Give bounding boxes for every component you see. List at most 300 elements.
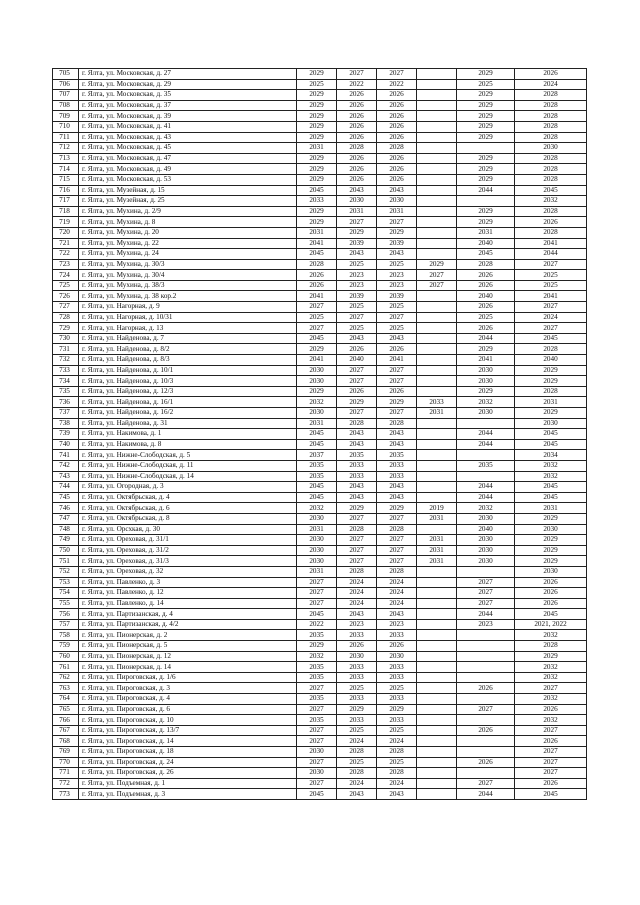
year-cell (457, 747, 515, 758)
row-number: 743 (53, 471, 79, 482)
year-cell: 2033 (337, 715, 377, 726)
row-number: 708 (53, 100, 79, 111)
year-cell (457, 715, 515, 726)
year-cell (417, 778, 457, 789)
year-cell: 2041 (515, 291, 587, 302)
year-cell: 2031 (377, 206, 417, 217)
year-cell: 2043 (377, 333, 417, 344)
table-row (53, 513, 587, 524)
year-cell (417, 524, 457, 535)
year-cell (457, 662, 515, 673)
year-cell: 2028 (337, 768, 377, 779)
year-cell: 2029 (337, 704, 377, 715)
table-row (53, 111, 587, 122)
year-cell: 2027 (515, 259, 587, 270)
table-row (53, 683, 587, 694)
year-cell: 2043 (337, 185, 377, 196)
year-cell (457, 641, 515, 652)
year-cell: 2026 (377, 153, 417, 164)
year-cell: 2024 (377, 577, 417, 588)
year-cell: 2026 (337, 100, 377, 111)
year-cell: 2027 (515, 725, 587, 736)
year-cell: 2027 (337, 545, 377, 556)
year-cell: 2027 (377, 513, 417, 524)
address-cell: г. Ялта, ул. Ореховая, д. 31/1 (79, 535, 297, 546)
address-cell: г. Ялта, ул. Пироговская, д. 4 (79, 694, 297, 705)
year-cell: 2040 (337, 355, 377, 366)
table-row (53, 694, 587, 705)
year-cell (457, 651, 515, 662)
year-cell: 2031 (297, 227, 337, 238)
year-cell: 2045 (297, 429, 337, 440)
year-cell: 2026 (297, 270, 337, 281)
row-number: 769 (53, 747, 79, 758)
year-cell: 2027 (377, 408, 417, 419)
year-cell: 2031 (417, 545, 457, 556)
year-cell: 2032 (515, 694, 587, 705)
year-cell: 2033 (377, 460, 417, 471)
year-cell: 2027 (515, 747, 587, 758)
year-cell: 2025 (457, 312, 515, 323)
year-cell: 2045 (297, 439, 337, 450)
year-cell: 2028 (515, 174, 587, 185)
year-cell: 2033 (377, 471, 417, 482)
year-cell (417, 492, 457, 503)
table-row (53, 164, 587, 175)
address-cell: г. Ялта, ул. Мухина, д. 2/9 (79, 206, 297, 217)
year-cell: 2025 (297, 312, 337, 323)
year-cell: 2030 (377, 196, 417, 207)
row-number: 732 (53, 355, 79, 366)
year-cell: 2037 (297, 450, 337, 461)
year-cell: 2031 (417, 556, 457, 567)
year-cell: 2035 (297, 471, 337, 482)
address-cell: г. Ялта, ул. Ореховая, д. 31/3 (79, 556, 297, 567)
address-cell: г. Ялта, ул. Нагорная, д. 9 (79, 302, 297, 313)
year-cell: 2024 (337, 778, 377, 789)
year-cell: 2032 (297, 503, 337, 514)
year-cell: 2023 (377, 619, 417, 630)
address-cell: г. Ялта, ул. Пироговская, д. 10 (79, 715, 297, 726)
table-row (53, 503, 587, 514)
row-number: 730 (53, 333, 79, 344)
year-cell: 2031 (515, 503, 587, 514)
year-cell: 2024 (377, 598, 417, 609)
year-cell: 2028 (515, 111, 587, 122)
year-cell: 2029 (515, 651, 587, 662)
table-row (53, 619, 587, 630)
year-cell (417, 111, 457, 122)
year-cell: 2041 (515, 238, 587, 249)
year-cell: 2027 (297, 598, 337, 609)
year-cell: 2039 (337, 238, 377, 249)
year-cell: 2022 (377, 79, 417, 90)
address-cell: г. Ялта, ул. Московская, д. 37 (79, 100, 297, 111)
year-cell: 2029 (297, 217, 337, 228)
year-cell: 2026 (337, 641, 377, 652)
table-row (53, 312, 587, 323)
year-cell: 2035 (337, 450, 377, 461)
table-row (53, 524, 587, 535)
year-cell: 2026 (377, 386, 417, 397)
address-cell: г. Ялта, ул. Октябрьская, д. 4 (79, 492, 297, 503)
year-cell (417, 365, 457, 376)
table-row (53, 704, 587, 715)
address-cell: г. Ялта, ул. Павленко, д. 3 (79, 577, 297, 588)
year-cell: 2024 (515, 79, 587, 90)
year-cell: 2035 (297, 460, 337, 471)
table-row (53, 333, 587, 344)
year-cell: 2027 (297, 736, 337, 747)
year-cell: 2023 (377, 280, 417, 291)
row-number: 757 (53, 619, 79, 630)
address-cell: г. Ялта, ул. Найденова, д. 31 (79, 418, 297, 429)
year-cell: 2025 (377, 323, 417, 334)
year-cell: 2026 (337, 153, 377, 164)
table-row (53, 323, 587, 334)
row-number: 714 (53, 164, 79, 175)
row-number: 729 (53, 323, 79, 334)
year-cell (417, 789, 457, 800)
year-cell: 2026 (377, 121, 417, 132)
table-row (53, 535, 587, 546)
year-cell: 2043 (337, 429, 377, 440)
address-cell: г. Ялта, ул. Московская, д. 35 (79, 90, 297, 101)
year-cell: 2026 (457, 280, 515, 291)
year-cell: 2027 (377, 556, 417, 567)
year-cell: 2030 (297, 365, 337, 376)
year-cell: 2029 (515, 513, 587, 524)
address-cell: г. Ялта, ул. Московская, д. 29 (79, 79, 297, 90)
year-cell: 2035 (457, 460, 515, 471)
year-cell: 2027 (297, 757, 337, 768)
row-number: 759 (53, 641, 79, 652)
year-cell: 2029 (515, 545, 587, 556)
year-cell: 2027 (515, 768, 587, 779)
year-cell: 2027 (377, 365, 417, 376)
row-number: 767 (53, 725, 79, 736)
year-cell: 2023 (337, 619, 377, 630)
address-cell: г. Ялта, ул. Партизанская, д. 4 (79, 609, 297, 620)
year-cell (457, 471, 515, 482)
year-cell: 2026 (515, 217, 587, 228)
year-cell: 2026 (377, 164, 417, 175)
year-cell: 2028 (515, 344, 587, 355)
address-cell: г. Ялта, ул. Пироговская, д. 3 (79, 683, 297, 694)
year-cell: 2045 (297, 492, 337, 503)
year-cell: 2045 (515, 333, 587, 344)
year-cell: 2027 (297, 588, 337, 599)
year-cell: 2027 (337, 217, 377, 228)
row-number: 752 (53, 566, 79, 577)
year-cell: 2028 (515, 100, 587, 111)
year-cell: 2027 (337, 556, 377, 567)
year-cell: 2032 (515, 672, 587, 683)
year-cell: 2035 (297, 672, 337, 683)
year-cell (417, 291, 457, 302)
year-cell: 2024 (515, 312, 587, 323)
year-cell: 2041 (297, 355, 337, 366)
year-cell (417, 79, 457, 90)
year-cell: 2019 (417, 503, 457, 514)
address-cell: г. Ялта, ул. Пироговская, д. 13/7 (79, 725, 297, 736)
row-number: 756 (53, 609, 79, 620)
year-cell: 2041 (297, 238, 337, 249)
row-number: 722 (53, 249, 79, 260)
year-cell: 2029 (337, 397, 377, 408)
year-cell: 2026 (457, 683, 515, 694)
document-page (52, 68, 586, 800)
year-cell: 2026 (337, 111, 377, 122)
year-cell: 2027 (337, 312, 377, 323)
year-cell: 2032 (457, 397, 515, 408)
year-cell: 2029 (515, 365, 587, 376)
row-number: 754 (53, 588, 79, 599)
year-cell: 2032 (457, 503, 515, 514)
year-cell: 2023 (337, 280, 377, 291)
year-cell: 2022 (297, 619, 337, 630)
year-cell (417, 641, 457, 652)
housing-schedule-table (52, 68, 587, 800)
year-cell: 2044 (457, 609, 515, 620)
year-cell (417, 704, 457, 715)
year-cell: 2027 (337, 408, 377, 419)
year-cell: 2029 (297, 344, 337, 355)
year-cell: 2027 (297, 302, 337, 313)
row-number: 717 (53, 196, 79, 207)
row-number: 740 (53, 439, 79, 450)
year-cell: 2043 (337, 482, 377, 493)
row-number: 707 (53, 90, 79, 101)
table-row (53, 471, 587, 482)
year-cell: 2027 (297, 725, 337, 736)
year-cell: 2030 (457, 513, 515, 524)
address-cell: г. Ялта, ул. Пионерская, д. 2 (79, 630, 297, 641)
row-number: 750 (53, 545, 79, 556)
year-cell: 2045 (297, 249, 337, 260)
row-number: 751 (53, 556, 79, 567)
address-cell: г. Ялта, ул. Накимова, д. 8 (79, 439, 297, 450)
address-cell: г. Ялта, ул. Мухина, д. 30/4 (79, 270, 297, 281)
address-cell: г. Ялта, ул. Нижне-Слободская, д. 5 (79, 450, 297, 461)
year-cell: 2029 (457, 344, 515, 355)
year-cell: 2024 (337, 588, 377, 599)
address-cell: г. Ялта, ул. Найденова, д. 16/1 (79, 397, 297, 408)
row-number: 749 (53, 535, 79, 546)
row-number: 748 (53, 524, 79, 535)
year-cell (417, 302, 457, 313)
year-cell: 2025 (515, 280, 587, 291)
year-cell: 2025 (337, 725, 377, 736)
year-cell: 2044 (515, 249, 587, 260)
address-cell: г. Ялта, ул. Московская, д. 53 (79, 174, 297, 185)
year-cell: 2032 (297, 397, 337, 408)
address-cell: г. Ялта, ул. Орсхкая, д. 30 (79, 524, 297, 535)
year-cell: 2044 (457, 439, 515, 450)
year-cell: 2028 (337, 524, 377, 535)
year-cell: 2043 (377, 439, 417, 450)
year-cell: 2028 (515, 164, 587, 175)
year-cell: 2027 (515, 683, 587, 694)
year-cell: 2030 (457, 556, 515, 567)
address-cell: г. Ялта, ул. Подъемная, д. 3 (79, 789, 297, 800)
year-cell: 2031 (417, 513, 457, 524)
table-row (53, 397, 587, 408)
year-cell: 2033 (377, 715, 417, 726)
year-cell (417, 196, 457, 207)
year-cell (417, 747, 457, 758)
address-cell: г. Ялта, ул. Пироговская, д. 6 (79, 704, 297, 715)
year-cell: 2043 (377, 789, 417, 800)
year-cell: 2033 (417, 397, 457, 408)
year-cell (417, 736, 457, 747)
address-cell: г. Ялта, ул. Мухина, д. 38 кор.2 (79, 291, 297, 302)
year-cell (417, 185, 457, 196)
address-cell: г. Ялта, ул. Мухина, д. 30/3 (79, 259, 297, 270)
year-cell: 2021, 2022 (515, 619, 587, 630)
row-number: 736 (53, 397, 79, 408)
table-row (53, 100, 587, 111)
address-cell: г. Ялта, ул. Мухина, д. 8 (79, 217, 297, 228)
year-cell: 2027 (417, 280, 457, 291)
address-cell: г. Ялта, ул. Московская, д. 41 (79, 121, 297, 132)
year-cell: 2026 (377, 132, 417, 143)
year-cell: 2030 (457, 535, 515, 546)
table-row (53, 291, 587, 302)
year-cell: 2026 (297, 280, 337, 291)
table-row (53, 566, 587, 577)
year-cell (417, 672, 457, 683)
year-cell: 2033 (377, 672, 417, 683)
address-cell: г. Ялта, ул. Московская, д. 45 (79, 143, 297, 154)
year-cell (417, 323, 457, 334)
year-cell: 2027 (337, 535, 377, 546)
year-cell (417, 143, 457, 154)
year-cell: 2028 (515, 153, 587, 164)
year-cell: 2045 (515, 789, 587, 800)
year-cell: 2029 (377, 397, 417, 408)
year-cell: 2039 (377, 238, 417, 249)
year-cell: 2043 (377, 609, 417, 620)
address-cell: г. Ялта, ул. Партизанская, д. 4/2 (79, 619, 297, 630)
year-cell: 2033 (337, 471, 377, 482)
year-cell: 2031 (297, 524, 337, 535)
address-cell: г. Ялта, ул. Ореховая, д. 31/2 (79, 545, 297, 556)
year-cell: 2028 (337, 143, 377, 154)
table-row (53, 778, 587, 789)
year-cell: 2028 (515, 386, 587, 397)
address-cell: г. Ялта, ул. Музейная, д. 15 (79, 185, 297, 196)
table-row (53, 768, 587, 779)
row-number: 725 (53, 280, 79, 291)
year-cell: 2043 (377, 249, 417, 260)
table-row (53, 238, 587, 249)
table-row (53, 588, 587, 599)
year-cell: 2031 (457, 227, 515, 238)
row-number: 711 (53, 132, 79, 143)
year-cell (417, 69, 457, 80)
year-cell (457, 694, 515, 705)
year-cell: 2045 (297, 185, 337, 196)
year-cell: 2026 (377, 641, 417, 652)
row-number: 706 (53, 79, 79, 90)
year-cell: 2025 (377, 725, 417, 736)
year-cell: 2030 (297, 545, 337, 556)
year-cell (457, 143, 515, 154)
year-cell: 2032 (515, 715, 587, 726)
year-cell: 2041 (297, 291, 337, 302)
year-cell: 2032 (515, 471, 587, 482)
address-cell: г. Ялта, ул. Пионерская, д. 5 (79, 641, 297, 652)
year-cell: 2044 (457, 492, 515, 503)
table-row (53, 143, 587, 154)
year-cell: 2029 (515, 408, 587, 419)
row-number: 710 (53, 121, 79, 132)
year-cell: 2025 (297, 79, 337, 90)
table-row (53, 132, 587, 143)
year-cell (417, 355, 457, 366)
year-cell: 2025 (337, 323, 377, 334)
year-cell: 2033 (337, 630, 377, 641)
year-cell: 2040 (457, 238, 515, 249)
year-cell: 2026 (337, 174, 377, 185)
year-cell (417, 577, 457, 588)
row-number: 712 (53, 143, 79, 154)
row-number: 763 (53, 683, 79, 694)
year-cell: 2029 (297, 121, 337, 132)
year-cell (417, 333, 457, 344)
year-cell: 2033 (297, 196, 337, 207)
address-cell: г. Ялта, ул. Павленко, д. 12 (79, 588, 297, 599)
row-number: 772 (53, 778, 79, 789)
year-cell: 2026 (377, 111, 417, 122)
address-cell: г. Ялта, ул. Московская, д. 39 (79, 111, 297, 122)
year-cell (417, 238, 457, 249)
table-row (53, 365, 587, 376)
year-cell: 2029 (337, 503, 377, 514)
address-cell: г. Ялта, ул. Подъемная, д. 1 (79, 778, 297, 789)
year-cell: 2029 (377, 227, 417, 238)
address-cell: г. Ялта, ул. Найденова, д. 8/3 (79, 355, 297, 366)
table-row (53, 196, 587, 207)
year-cell: 2028 (377, 418, 417, 429)
row-number: 755 (53, 598, 79, 609)
year-cell (417, 619, 457, 630)
year-cell: 2027 (337, 69, 377, 80)
table-row (53, 630, 587, 641)
row-number: 705 (53, 69, 79, 80)
table-row (53, 249, 587, 260)
year-cell: 2035 (297, 715, 337, 726)
year-cell: 2044 (457, 185, 515, 196)
row-number: 737 (53, 408, 79, 419)
year-cell: 2027 (297, 323, 337, 334)
row-number: 713 (53, 153, 79, 164)
year-cell (417, 598, 457, 609)
row-number: 721 (53, 238, 79, 249)
year-cell: 2024 (377, 588, 417, 599)
year-cell: 2032 (297, 651, 337, 662)
year-cell (417, 630, 457, 641)
year-cell: 2029 (457, 121, 515, 132)
address-cell: г. Ялта, ул. Найденова, д. 10/3 (79, 376, 297, 387)
row-number: 762 (53, 672, 79, 683)
year-cell: 2027 (377, 217, 417, 228)
table-row (53, 185, 587, 196)
year-cell (417, 429, 457, 440)
row-number: 709 (53, 111, 79, 122)
address-cell: г. Ялта, ул. Пионерская, д. 14 (79, 662, 297, 673)
